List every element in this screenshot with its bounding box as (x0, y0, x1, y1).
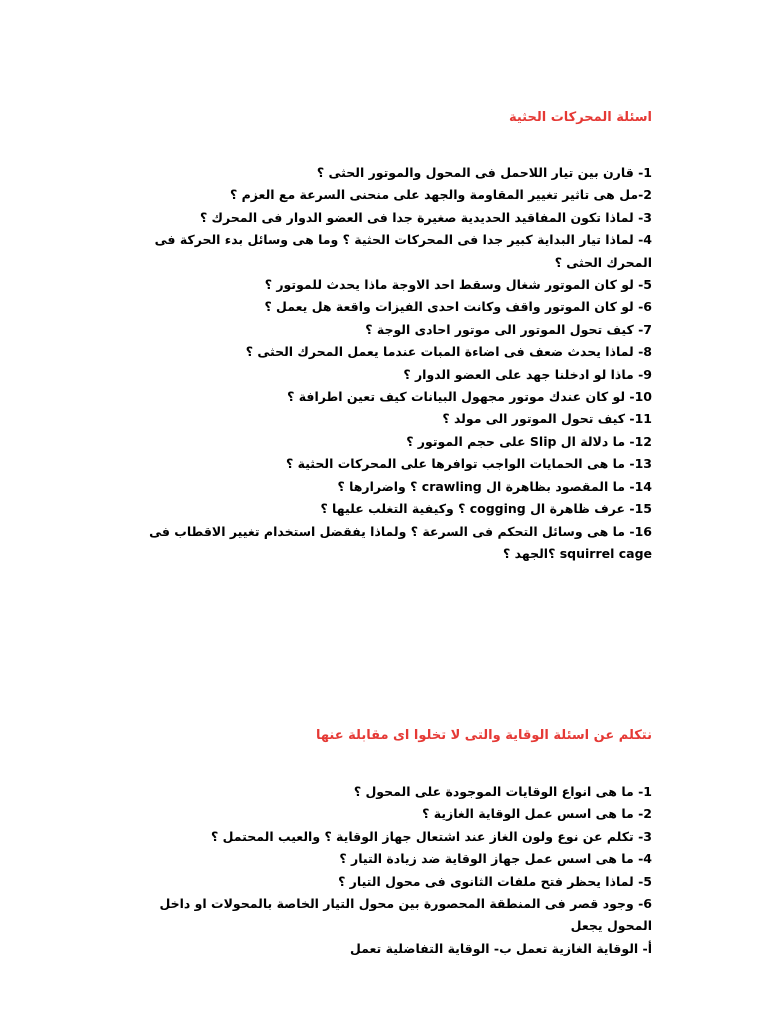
question-item: 7- كيف تحول الموتور الى موتور احادى الوجة ؟ (365, 321, 652, 337)
question-item: 14- ما المقصود بظاهرة ال crawling ؟ واضرارها ؟ (337, 478, 652, 494)
protection-questions-list (118, 781, 652, 960)
question-item: 6- لو كان الموتور واقف وكانت احدى الفيزات واقعة هل يعمل ؟ (264, 299, 652, 315)
question-item: 2-مل هى تاثير تغيير المقاومة والجهد على منحنى السرعة مع العزم ؟ (229, 187, 652, 203)
question-item: 4- لماذا تيار البداية كبير جدا فى المحركات الحثية ؟ وما هى وسائل بدء الحركة فى المحرك الحثى ؟ (154, 232, 652, 270)
question-item: 1- ما هى انواع الوقايات الموجودة على المحول ؟ (353, 784, 652, 799)
question-item: 2- ما هى اسس عمل الوقاية الغازية ؟ (422, 806, 652, 822)
section-title-protection: نتكلم عن اسئلة الوقاية والتى لا تخلوا اى مقابلة عنها (315, 728, 652, 743)
question-item: 9- ماذا لو ادخلنا جهد على العضو الدوار ؟ (403, 366, 652, 382)
question-item: 1- قارن بين تيار اللاحمل فى المحول والموتور الحثى ؟ (316, 165, 652, 180)
induction-motor-questions-list (118, 162, 652, 565)
question-item: 5- لو كان الموتور شغال وسقط احد الاوجة ماذا يحدث للموتور ؟ (264, 277, 652, 293)
question-item: 11- كيف تحول الموتور الى مولد ؟ (442, 411, 652, 427)
question-item: 6- وجود قصر فى المنطقة المحصورة بين محول التيار الخاصة بالمحولات او داخل المحول يجعل (159, 896, 652, 934)
answer-options: أ- الوقاية الغازية تعمل ب- الوقاية التفاضلية تعمل (349, 940, 652, 956)
question-item: 8- لماذا يحدث ضعف فى اضاءة المبات عندما يعمل المحرك الحثى ؟ (245, 344, 652, 360)
question-item: 13- ما هى الحمايات الواجب توافرها على المحركات الحثية ؟ (286, 456, 652, 472)
section-title-induction-motors: اسئلة المحركات الحثية (508, 110, 652, 125)
question-item: 12- ما دلالة ال Slip على حجم الموتور ؟ (406, 433, 652, 449)
question-item: 4- ما هى اسس عمل جهاز الوقاية ضد زيادة التيار ؟ (339, 851, 652, 867)
question-item: 3- لماذا تكون المفاقيد الحديدية صغيرة جدا فى العضو الدوار فى المحرك ؟ (199, 209, 652, 225)
question-item: 15- عرف ظاهرة ال cogging ؟ وكيفية التغلب عليها ؟ (320, 501, 652, 517)
question-item: 5- لماذا يحظر فتح ملفات الثانوى فى محول التيار ؟ (338, 873, 652, 889)
question-item: 3- تكلم عن نوع ولون الغاز عند اشتعال جهاز الوقاية ؟ والعيب المحتمل ؟ (211, 828, 652, 844)
question-item: 10- لو كان عندك موتور مجهول البيانات كيف تعين اطرافة ؟ (287, 389, 652, 405)
question-item: 16- ما هى وسائل التحكم فى السرعة ؟ ولماذا يفقضل استخدام تغيير الاقطاب فى squirrel cage ؟الجهد ؟ (149, 523, 652, 561)
